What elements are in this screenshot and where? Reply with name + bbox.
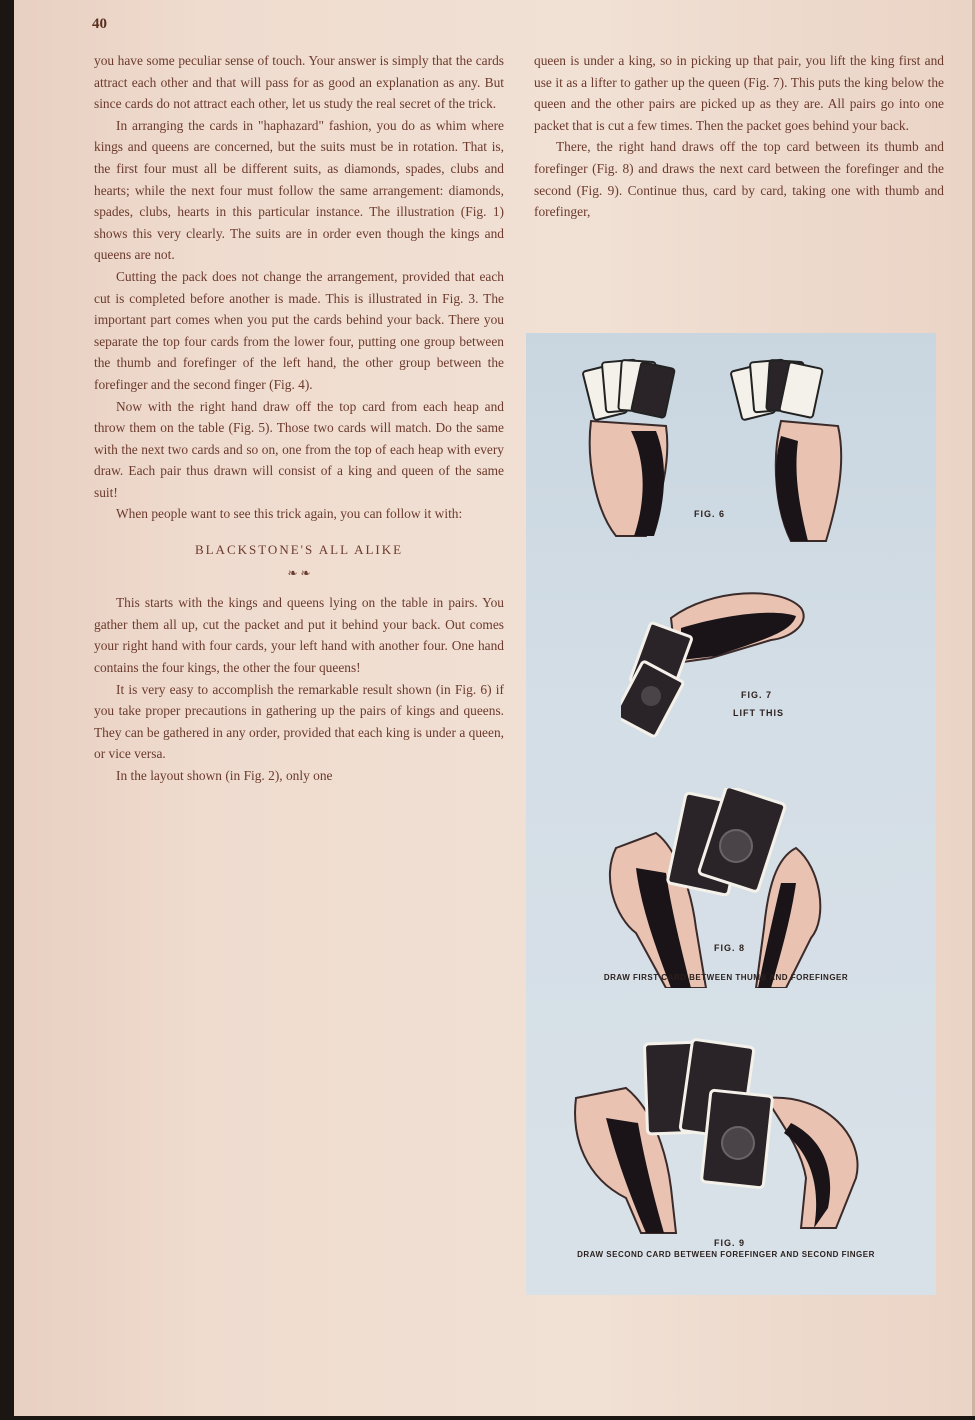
hands-fans-illustration xyxy=(576,351,876,551)
figure-label: LIFT THIS xyxy=(733,708,784,718)
page-number: 40 xyxy=(92,16,107,32)
figure-draw-first-card xyxy=(596,788,856,988)
paragraph: This starts with the kings and queens lying on the table in pairs. You gather them all up, cut the packet and put it behind your back. Out comes your right hand with four cards, your left hand with another four. One hand contains the four kings, the other the four queens! xyxy=(94,595,504,676)
left-hand-fan xyxy=(582,360,674,536)
lift-card-illustration xyxy=(621,578,841,748)
figure-draw-second-card xyxy=(566,1038,886,1259)
paragraph: queen is under a king, so in picking up that pair, you lift the king first and use it as a lifter to gather up the queen (Fig. 7). This puts the king below the queen and the other pairs are picked up as they are. All pairs go into one packet that is cut a few times. Then the packet goes behind your back. xyxy=(534,53,944,133)
paragraph: It is very easy to accomplish the remarkable result shown (in Fig. 6) if you take proper precautions in gathering up the pairs of kings and queens. They can be gathered in any order, provided that each king is under a queen, or vice versa. xyxy=(94,681,504,762)
draw-second-card-illustration xyxy=(566,1038,886,1238)
figure-lift-card xyxy=(621,578,841,748)
figure-caption: DRAW FIRST CARD BETWEEN THUMB AND FOREFINGER xyxy=(603,973,849,982)
figure-two-hands-fans xyxy=(576,351,876,551)
figure-label: FIG. 9 xyxy=(714,1238,746,1248)
paragraph: Now with the right hand draw off the top card from each heap and throw them on the table (Fig. 5). Those two cards will match. Do the same with the next two cards and so on, one from the top of each heap with every draw. Each pair thus drawn will consist of a king and queen of the same suit! xyxy=(94,398,504,500)
paragraph: In arranging the cards in "haphazard" fashion, you do as whim where kings and queens are concerned, but the suits must be in rotation. That is, the first four must all be different suits, as diamonds, spades, clubs and hearts; while the next four must follow the same arrangement: diamonds, spades, clubs, hearts in this particular instance. The illustration (Fig. 1) shows this very clearly. The suits are in order even though the kings and queens are not. xyxy=(94,117,504,263)
left-column xyxy=(94,50,504,787)
right-hand-fan xyxy=(730,360,841,541)
ornament: ❧ ❧ xyxy=(287,565,311,580)
figure-label: FIG. 6 xyxy=(694,509,726,519)
figure-label: FIG. 7 xyxy=(741,690,773,700)
draw-first-card-illustration xyxy=(596,788,856,988)
paragraph: When people want to see this trick again, you can follow it with: xyxy=(116,506,463,522)
paragraph: you have some peculiar sense of touch. Your answer is simply that the cards attract each other and that will pass for as good an explanation as any. But since cards do not attract each other, let us study the real secret of the trick. xyxy=(94,53,504,112)
figure-label: FIG. 8 xyxy=(714,943,746,953)
illustration-plate xyxy=(526,333,936,1295)
paragraph: In the layout shown (in Fig. 2), only one xyxy=(116,768,333,783)
paragraph: There, the right hand draws off the top card between its thumb and forefinger (Fig. 8) and draws the next card between the forefinger and the second (Fig. 9). Continue thus, card by card, taking one with thumb and forefinger, xyxy=(534,139,944,220)
figure-caption: DRAW SECOND CARD BETWEEN FOREFINGER AND SECOND FINGER xyxy=(577,1250,875,1259)
right-column xyxy=(534,50,944,223)
section-heading: BLACKSTONE'S ALL ALIKE xyxy=(194,542,404,558)
paragraph: Cutting the pack does not change the arrangement, provided that each cut is completed before another is made. This is illustrated in Fig. 3. The important part comes when you put the cards behind your back. There you separate the top four cards from the lower four, putting one group between the thumb and forefinger of the left hand, the other group between the forefinger and the second finger (Fig. 4). xyxy=(94,268,504,392)
